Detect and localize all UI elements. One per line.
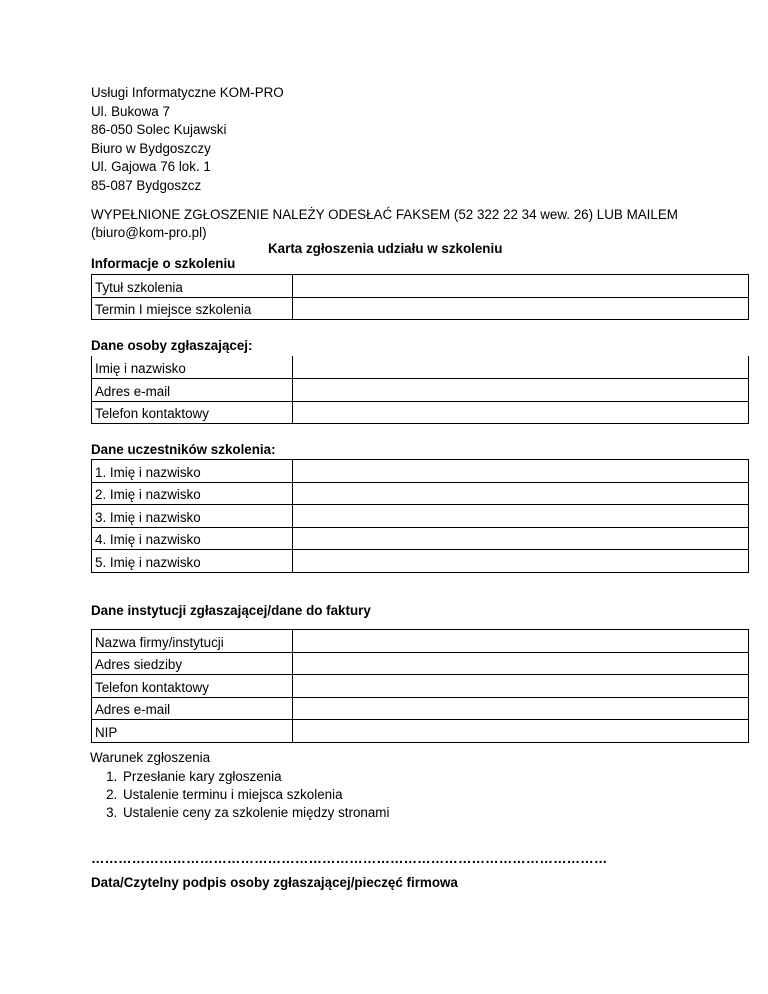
submission-notice: WYPEŁNIONE ZGŁOSZENIE NALEŻY ODESŁAĆ FAKSEM (52 322 22 34 wew. 26) LUB MAILEM (biuro@kom-pro.pl) (91, 207, 678, 240)
participant-1-field[interactable] (293, 460, 749, 483)
row-label: 5. Imię i nazwisko (92, 550, 293, 573)
row-label: Adres siedziby (92, 652, 293, 675)
row-label: Imię i nazwisko (92, 356, 293, 379)
table-row (92, 297, 749, 320)
row-label: 1. Imię i nazwisko (92, 460, 293, 483)
signature-line: …………………………………………………………………………………………………… (91, 851, 608, 866)
company-email-field[interactable] (293, 697, 749, 720)
list-item: 3. Ustalenie ceny za szkolenie między stronami (121, 804, 389, 822)
address-line: 85-087 Bydgoszcz (91, 177, 202, 193)
address-line: Ul. Gajowa 76 lok. 1 (91, 159, 211, 174)
list-item: 1. Przesłanie kary zgłoszenia (121, 768, 389, 786)
section-heading-applicant: Dane osoby zgłaszającej: (91, 338, 253, 353)
table-row (92, 482, 749, 505)
participant-2-field[interactable] (293, 482, 749, 505)
conditions-block (90, 749, 389, 822)
applicant-name-field[interactable] (293, 356, 749, 379)
section-heading-participants: Dane uczestników szkolenia: (91, 442, 276, 457)
table-row (92, 550, 749, 573)
row-label: 4. Imię i nazwisko (92, 527, 293, 550)
signature-label: Data/Czytelny podpis osoby zgłaszającej/pieczęć firmowa (91, 875, 458, 890)
table-row (92, 356, 749, 379)
participant-4-field[interactable] (293, 527, 749, 550)
row-label: Telefon kontaktowy (92, 401, 293, 424)
table-row (92, 401, 749, 424)
applicant-email-field[interactable] (293, 379, 749, 402)
address-line: 86-050 Solec Kujawski (91, 122, 227, 137)
table-row (92, 630, 749, 653)
row-label: Telefon kontaktowy (92, 675, 293, 698)
table-row (92, 720, 749, 743)
form-title: Karta zgłoszenia udziału w szkoleniu (268, 241, 503, 256)
company-nip-field[interactable] (293, 720, 749, 743)
participant-5-field[interactable] (293, 550, 749, 573)
row-label: Nazwa firmy/instytucji (92, 630, 293, 653)
row-label: 2. Imię i nazwisko (92, 482, 293, 505)
training-title-field[interactable] (293, 275, 749, 298)
company-name-field[interactable] (293, 630, 749, 653)
table-row (92, 675, 749, 698)
address-line: Ul. Bukowa 7 (91, 103, 170, 119)
participant-3-field[interactable] (293, 505, 749, 528)
section-heading-training: Informacje o szkoleniu (91, 256, 236, 271)
company-address (91, 84, 284, 195)
training-table (91, 274, 749, 320)
table-row (92, 460, 749, 483)
address-line: Usługi Informatyczne KOM-PRO (91, 85, 284, 100)
row-label: 3. Imię i nazwisko (92, 505, 293, 528)
company-phone-field[interactable] (293, 675, 749, 698)
conditions-list (90, 768, 389, 822)
applicant-table (91, 356, 749, 424)
row-label: Adres e-mail (92, 379, 293, 402)
conditions-heading: Warunek zgłoszenia (90, 750, 211, 765)
applicant-phone-field[interactable] (293, 401, 749, 424)
list-item: 2. Ustalenie terminu i miejsca szkolenia (121, 786, 389, 804)
row-label: Adres e-mail (92, 697, 293, 720)
section-heading-institution: Dane instytucji zgłaszającej/dane do faktury (91, 603, 371, 618)
institution-table (91, 629, 749, 743)
training-date-place-field[interactable] (293, 297, 749, 320)
row-label: NIP (92, 720, 293, 743)
participants-table (91, 459, 749, 573)
table-row (92, 652, 749, 675)
row-label: Termin I miejsce szkolenia (92, 297, 293, 320)
table-row (92, 697, 749, 720)
company-address-field[interactable] (293, 652, 749, 675)
table-row (92, 505, 749, 528)
table-row (92, 275, 749, 298)
table-row (92, 527, 749, 550)
table-row (92, 379, 749, 402)
row-label: Tytuł szkolenia (92, 275, 293, 298)
address-line: Biuro w Bydgoszczy (91, 140, 211, 156)
